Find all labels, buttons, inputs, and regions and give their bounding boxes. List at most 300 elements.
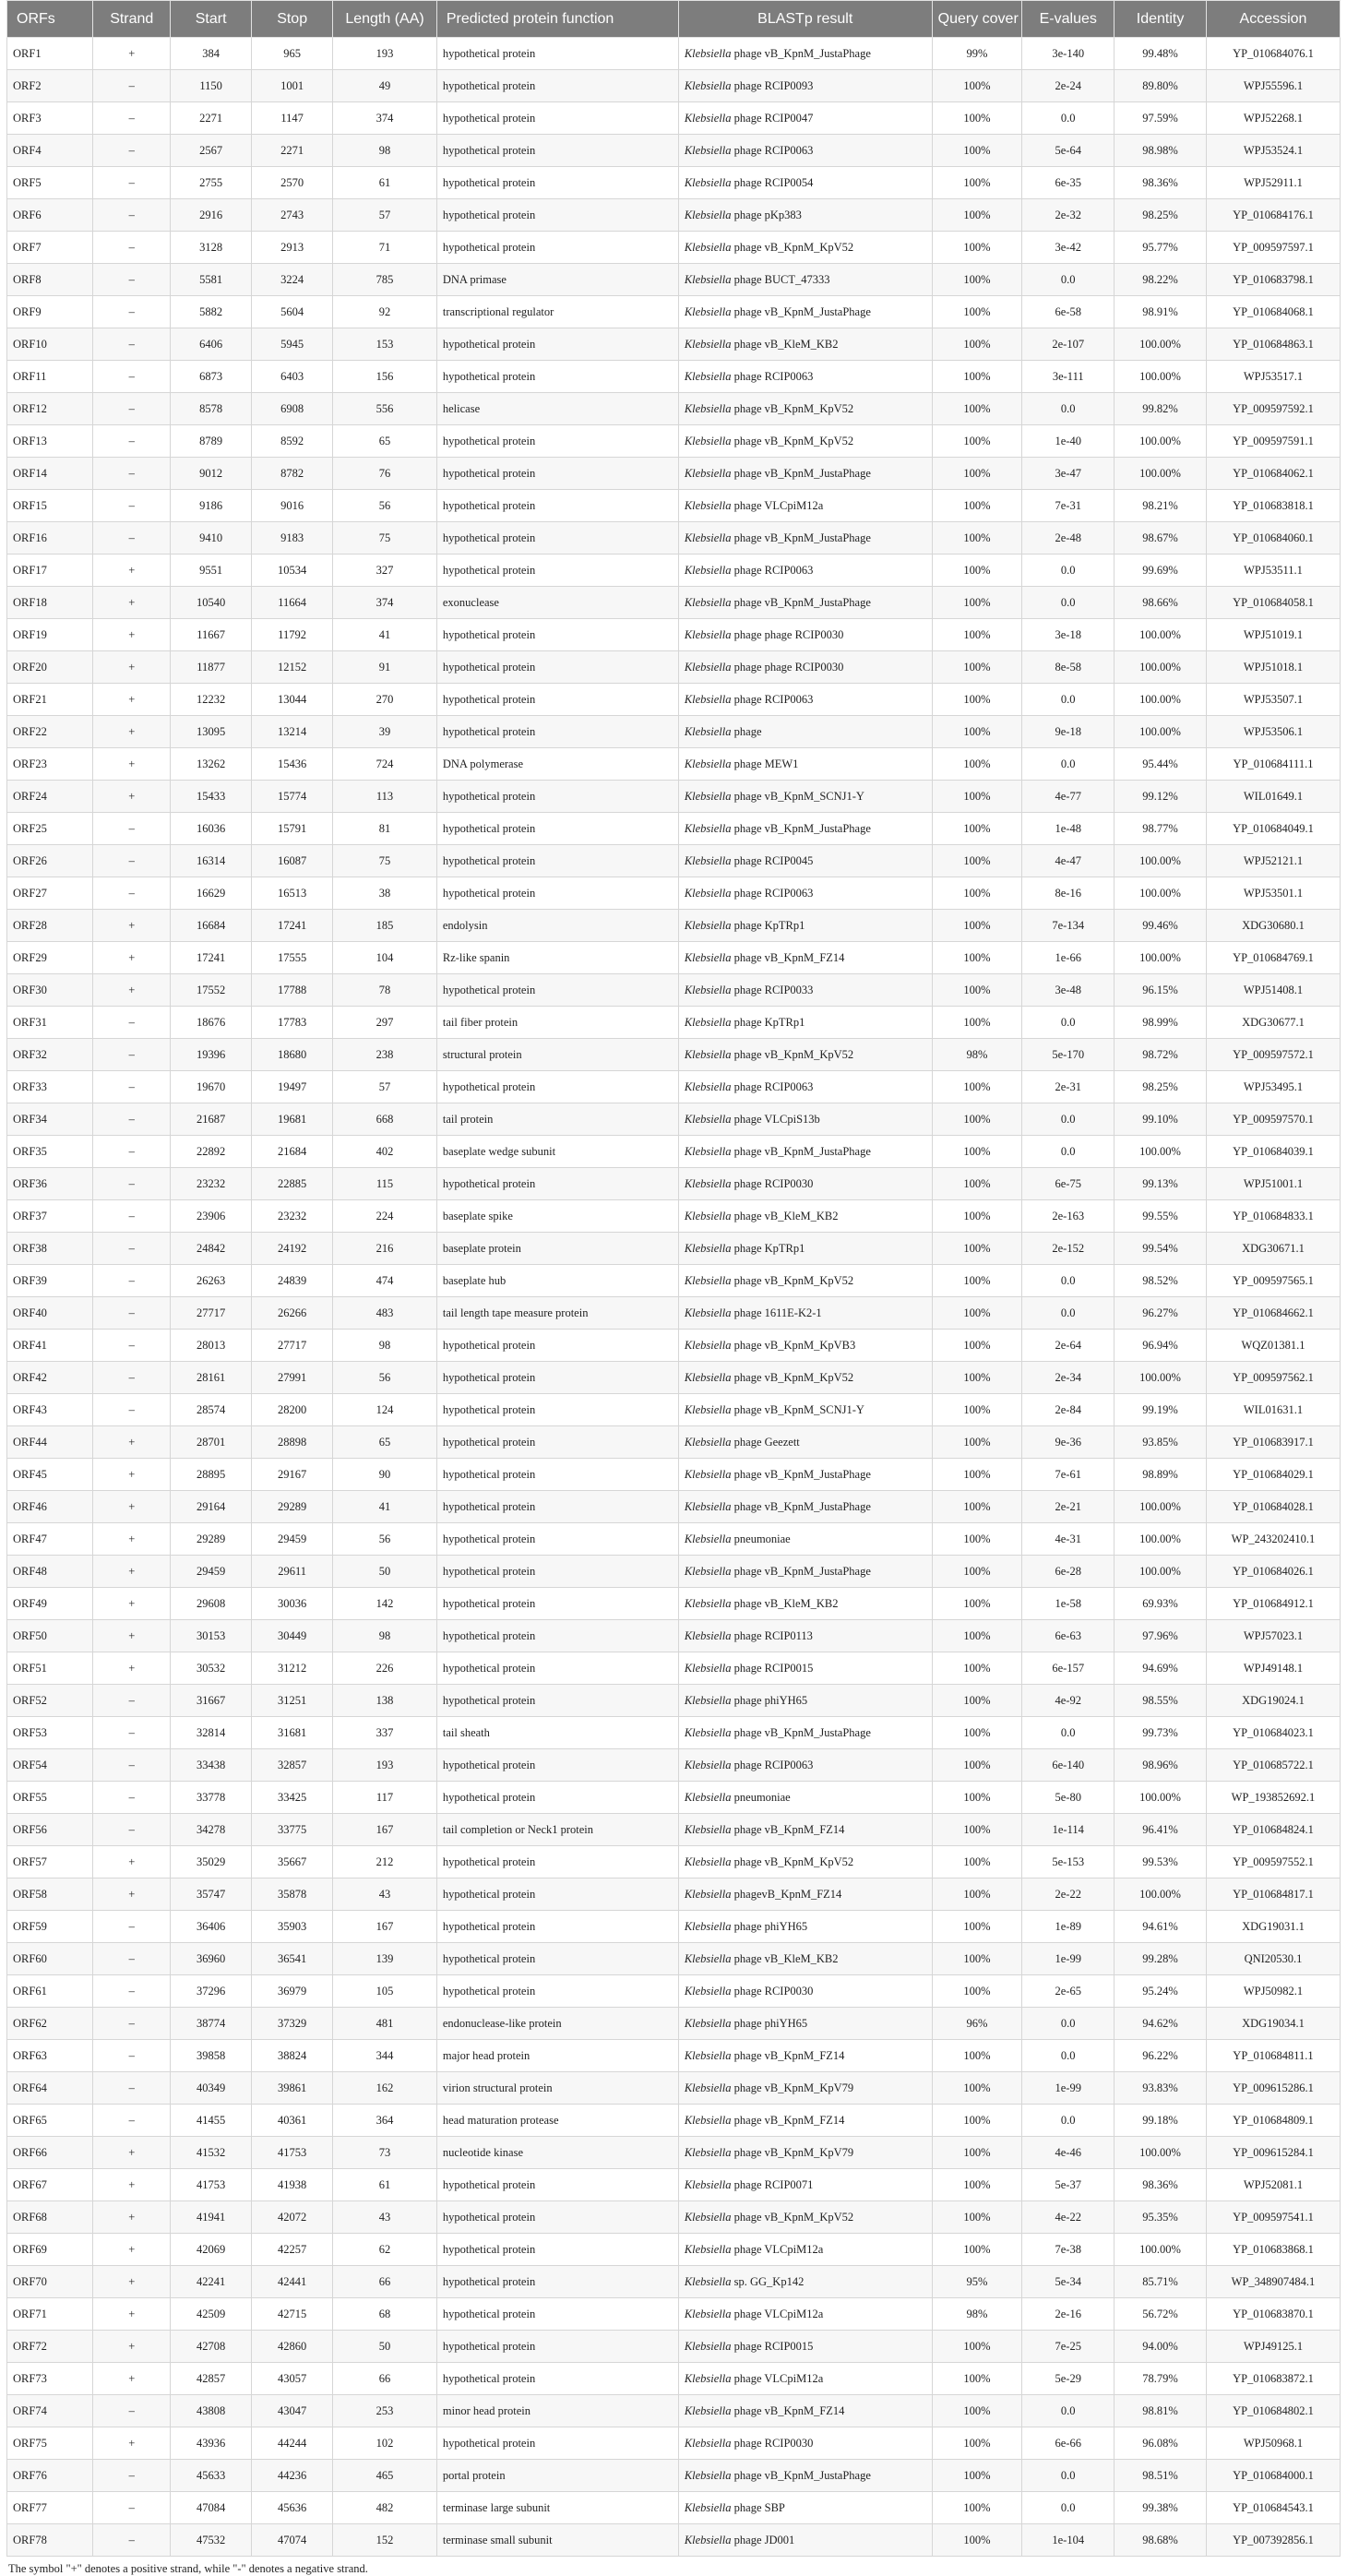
cell-blastp-result	[678, 328, 932, 361]
cell-e-value: 0.0	[1022, 2008, 1115, 2040]
cell-query-cover: 100%	[932, 2201, 1022, 2234]
cell-identity: 99.13%	[1115, 1168, 1207, 1200]
cell-strand: +	[93, 2363, 171, 2395]
cell-query-cover: 100%	[932, 974, 1022, 1007]
cell-orf-id: ORF55	[7, 1782, 93, 1814]
blastp-genus: Klebsiella	[684, 1596, 732, 1610]
cell-accession: WPJ51001.1	[1206, 1168, 1340, 1200]
cell-blastp-result	[678, 1782, 932, 1814]
cell-start: 2755	[171, 167, 252, 199]
cell-blastp-result	[678, 2105, 932, 2137]
cell-stop: 30449	[252, 1620, 333, 1652]
cell-blastp-result	[678, 1330, 932, 1362]
cell-start: 2271	[171, 102, 252, 135]
cell-blastp-result	[678, 2169, 932, 2201]
cell-e-value: 7e-25	[1022, 2331, 1115, 2363]
cell-blastp-result	[678, 2234, 932, 2266]
cell-blastp-result	[678, 587, 932, 619]
cell-length: 226	[333, 1652, 437, 1685]
cell-stop: 35903	[252, 1911, 333, 1943]
cell-query-cover: 100%	[932, 813, 1022, 845]
table-row	[7, 1071, 1341, 1103]
cell-query-cover: 100%	[932, 2105, 1022, 2137]
cell-strand: +	[93, 1878, 171, 1911]
cell-start: 29164	[171, 1491, 252, 1523]
table-row	[7, 1168, 1341, 1200]
cell-stop: 30036	[252, 1588, 333, 1620]
cell-protein-function: hypothetical protein	[436, 974, 678, 1007]
cell-strand: –	[93, 458, 171, 490]
cell-orf-id: ORF45	[7, 1459, 93, 1491]
cell-start: 22892	[171, 1136, 252, 1168]
blastp-organism: phage phage RCIP0030	[733, 660, 844, 674]
cell-accession: WPJ53517.1	[1206, 361, 1340, 393]
cell-query-cover: 100%	[932, 1652, 1022, 1685]
cell-strand: –	[93, 1297, 171, 1330]
cell-stop: 3224	[252, 264, 333, 296]
cell-blastp-result	[678, 2331, 932, 2363]
cell-stop: 18680	[252, 1039, 333, 1071]
cell-stop: 1147	[252, 102, 333, 135]
cell-protein-function: hypothetical protein	[436, 651, 678, 684]
cell-blastp-result	[678, 1685, 932, 1717]
cell-length: 104	[333, 942, 437, 974]
cell-stop: 37329	[252, 2008, 333, 2040]
cell-identity: 97.59%	[1115, 102, 1207, 135]
header-accession: Accession	[1206, 1, 1340, 38]
cell-protein-function: hypothetical protein	[436, 2427, 678, 2460]
cell-e-value: 5e-37	[1022, 2169, 1115, 2201]
cell-orf-id: ORF35	[7, 1136, 93, 1168]
cell-start: 47532	[171, 2524, 252, 2557]
cell-strand: +	[93, 2266, 171, 2298]
cell-strand: –	[93, 1168, 171, 1200]
cell-protein-function: helicase	[436, 393, 678, 425]
cell-query-cover: 100%	[932, 2492, 1022, 2524]
cell-e-value: 0.0	[1022, 2040, 1115, 2072]
cell-strand: –	[93, 2460, 171, 2492]
cell-stop: 35878	[252, 1878, 333, 1911]
cell-query-cover: 100%	[932, 135, 1022, 167]
cell-stop: 13214	[252, 716, 333, 748]
table-header	[7, 1, 1341, 38]
cell-e-value: 0.0	[1022, 264, 1115, 296]
cell-e-value: 0.0	[1022, 587, 1115, 619]
cell-query-cover: 100%	[932, 393, 1022, 425]
blastp-genus: Klebsiella	[684, 595, 732, 609]
blastp-genus: Klebsiella	[684, 2210, 732, 2224]
cell-orf-id: ORF40	[7, 1297, 93, 1330]
table-row	[7, 2524, 1341, 2557]
cell-strand: –	[93, 393, 171, 425]
blastp-organism: phage vB_KpnM_KpVB3	[733, 1338, 856, 1352]
cell-accession: YP_010684809.1	[1206, 2105, 1340, 2137]
table-row	[7, 2105, 1341, 2137]
cell-identity: 99.28%	[1115, 1943, 1207, 1975]
cell-e-value: 1e-104	[1022, 2524, 1115, 2557]
cell-identity: 99.19%	[1115, 1394, 1207, 1426]
blastp-genus: Klebsiella	[684, 1112, 732, 1126]
cell-strand: –	[93, 1782, 171, 1814]
blastp-genus: Klebsiella	[684, 627, 732, 641]
blastp-genus: Klebsiella	[684, 2533, 732, 2546]
blastp-genus: Klebsiella	[684, 2307, 732, 2320]
cell-e-value: 0.0	[1022, 2460, 1115, 2492]
cell-identity: 100.00%	[1115, 942, 1207, 974]
cell-length: 253	[333, 2395, 437, 2427]
cell-length: 38	[333, 877, 437, 910]
cell-blastp-result	[678, 651, 932, 684]
cell-identity: 99.69%	[1115, 555, 1207, 587]
blastp-genus: Klebsiella	[684, 2081, 732, 2094]
table-row	[7, 1685, 1341, 1717]
cell-blastp-result	[678, 2524, 932, 2557]
cell-orf-id: ORF2	[7, 70, 93, 102]
cell-e-value: 1e-66	[1022, 942, 1115, 974]
cell-e-value: 1e-114	[1022, 1814, 1115, 1846]
table-row	[7, 2363, 1341, 2395]
blastp-organism: phage vB_KpnM_JustaPhage	[733, 531, 871, 544]
blastp-organism: phage RCIP0071	[733, 2177, 814, 2191]
cell-strand: –	[93, 1233, 171, 1265]
cell-query-cover: 100%	[932, 1523, 1022, 1556]
cell-length: 270	[333, 684, 437, 716]
cell-orf-id: ORF32	[7, 1039, 93, 1071]
cell-blastp-result	[678, 1652, 932, 1685]
cell-strand: +	[93, 974, 171, 1007]
table-row	[7, 716, 1341, 748]
cell-blastp-result	[678, 199, 932, 232]
cell-strand: –	[93, 1007, 171, 1039]
cell-start: 35029	[171, 1846, 252, 1878]
cell-stop: 31681	[252, 1717, 333, 1749]
cell-start: 11877	[171, 651, 252, 684]
cell-identity: 85.71%	[1115, 2266, 1207, 2298]
cell-identity: 98.25%	[1115, 199, 1207, 232]
cell-identity: 98.36%	[1115, 2169, 1207, 2201]
cell-blastp-result	[678, 748, 932, 781]
table-row	[7, 1362, 1341, 1394]
cell-accession: QNI20530.1	[1206, 1943, 1340, 1975]
cell-query-cover: 100%	[932, 1975, 1022, 2008]
table-row	[7, 555, 1341, 587]
cell-blastp-result	[678, 1103, 932, 1136]
cell-protein-function: hypothetical protein	[436, 1556, 678, 1588]
cell-protein-function: hypothetical protein	[436, 458, 678, 490]
cell-start: 3128	[171, 232, 252, 264]
cell-length: 56	[333, 1362, 437, 1394]
blastp-organism: phage vB_KpnM_KpV52	[733, 1273, 854, 1287]
cell-start: 12232	[171, 684, 252, 716]
cell-query-cover: 100%	[932, 1330, 1022, 1362]
cell-strand: –	[93, 2105, 171, 2137]
cell-orf-id: ORF62	[7, 2008, 93, 2040]
cell-query-cover: 100%	[932, 1620, 1022, 1652]
cell-orf-id: ORF31	[7, 1007, 93, 1039]
cell-strand: –	[93, 425, 171, 458]
blastp-organism: phage RCIP0030	[733, 2436, 814, 2450]
cell-orf-id: ORF70	[7, 2266, 93, 2298]
cell-strand: +	[93, 2298, 171, 2331]
cell-stop: 27991	[252, 1362, 333, 1394]
blastp-genus: Klebsiella	[684, 111, 732, 125]
header-start: Start	[171, 1, 252, 38]
cell-protein-function: tail sheath	[436, 1717, 678, 1749]
cell-blastp-result	[678, 1911, 932, 1943]
cell-start: 34278	[171, 1814, 252, 1846]
blastp-organism: phage vB_KpnM_FZ14	[733, 950, 845, 964]
cell-orf-id: ORF29	[7, 942, 93, 974]
blastp-genus: Klebsiella	[684, 401, 732, 415]
cell-protein-function: hypothetical protein	[436, 1330, 678, 1362]
cell-identity: 94.00%	[1115, 2331, 1207, 2363]
cell-stop: 6908	[252, 393, 333, 425]
table-row	[7, 2040, 1341, 2072]
cell-accession: YP_010684863.1	[1206, 328, 1340, 361]
table-row	[7, 1588, 1341, 1620]
cell-e-value: 3e-18	[1022, 619, 1115, 651]
cell-length: 78	[333, 974, 437, 1007]
cell-accession: WPJ53507.1	[1206, 684, 1340, 716]
blastp-organism: phage KpTRp1	[733, 1241, 805, 1255]
blastp-genus: Klebsiella	[684, 1887, 732, 1901]
cell-accession: YP_010684662.1	[1206, 1297, 1340, 1330]
cell-query-cover: 100%	[932, 684, 1022, 716]
cell-length: 68	[333, 2298, 437, 2331]
cell-start: 40349	[171, 2072, 252, 2105]
cell-start: 24842	[171, 1233, 252, 1265]
blastp-genus: Klebsiella	[684, 2339, 732, 2353]
blastp-genus: Klebsiella	[684, 2436, 732, 2450]
cell-identity: 100.00%	[1115, 1362, 1207, 1394]
cell-identity: 100.00%	[1115, 361, 1207, 393]
cell-stop: 15791	[252, 813, 333, 845]
cell-start: 43936	[171, 2427, 252, 2460]
blastp-genus: Klebsiella	[684, 2468, 732, 2482]
cell-identity: 100.00%	[1115, 425, 1207, 458]
cell-accession: YP_010684028.1	[1206, 1491, 1340, 1523]
cell-start: 13262	[171, 748, 252, 781]
cell-orf-id: ORF68	[7, 2201, 93, 2234]
blastp-organism: phage vB_KpnM_KpV52	[733, 1370, 854, 1384]
cell-accession: YP_010684817.1	[1206, 1878, 1340, 1911]
table-row	[7, 1975, 1341, 2008]
cell-query-cover: 100%	[932, 167, 1022, 199]
blastp-organism: phage RCIP0063	[733, 143, 814, 157]
cell-blastp-result	[678, 910, 932, 942]
cell-blastp-result	[678, 2008, 932, 2040]
cell-blastp-result	[678, 619, 932, 651]
cell-query-cover: 100%	[932, 2137, 1022, 2169]
cell-identity: 98.98%	[1115, 135, 1207, 167]
cell-accession: WPJ53524.1	[1206, 135, 1340, 167]
cell-accession: WPJ49148.1	[1206, 1652, 1340, 1685]
cell-identity: 98.36%	[1115, 167, 1207, 199]
cell-protein-function: hypothetical protein	[436, 1426, 678, 1459]
cell-start: 5581	[171, 264, 252, 296]
table-row	[7, 942, 1341, 974]
blastp-organism: phage vB_KpnM_KpV79	[733, 2081, 854, 2094]
cell-stop: 17783	[252, 1007, 333, 1039]
table-row	[7, 425, 1341, 458]
blastp-organism: pneumoniae	[733, 1790, 791, 1804]
cell-stop: 31251	[252, 1685, 333, 1717]
blastp-organism: phage vB_KpnM_KpV52	[733, 2210, 854, 2224]
cell-stop: 2743	[252, 199, 333, 232]
table-row	[7, 877, 1341, 910]
cell-stop: 8592	[252, 425, 333, 458]
cell-blastp-result	[678, 1943, 932, 1975]
table-row	[7, 2234, 1341, 2266]
cell-protein-function: hypothetical protein	[436, 781, 678, 813]
table-row	[7, 1265, 1341, 1297]
cell-orf-id: ORF20	[7, 651, 93, 684]
cell-query-cover: 100%	[932, 102, 1022, 135]
blastp-genus: Klebsiella	[684, 886, 732, 900]
table-row	[7, 2072, 1341, 2105]
cell-blastp-result	[678, 1846, 932, 1878]
cell-accession: WPJ57023.1	[1206, 1620, 1340, 1652]
cell-length: 71	[333, 232, 437, 264]
blastp-organism: phage vB_KpnM_KpV52	[733, 1047, 854, 1061]
cell-identity: 99.12%	[1115, 781, 1207, 813]
cell-stop: 36541	[252, 1943, 333, 1975]
cell-accession: YP_010683872.1	[1206, 2363, 1340, 2395]
blastp-genus: Klebsiella	[684, 983, 732, 996]
blastp-organism: phage vB_KpnM_FZ14	[733, 2113, 845, 2127]
cell-length: 668	[333, 1103, 437, 1136]
cell-e-value: 8e-58	[1022, 651, 1115, 684]
cell-blastp-result	[678, 232, 932, 264]
cell-blastp-result	[678, 1491, 932, 1523]
cell-length: 785	[333, 264, 437, 296]
cell-length: 76	[333, 458, 437, 490]
cell-length: 113	[333, 781, 437, 813]
cell-accession: WPJ52121.1	[1206, 845, 1340, 877]
cell-accession: YP_010684802.1	[1206, 2395, 1340, 2427]
cell-length: 193	[333, 1749, 437, 1782]
cell-start: 2567	[171, 135, 252, 167]
table-row	[7, 70, 1341, 102]
cell-orf-id: ORF37	[7, 1200, 93, 1233]
blastp-organism: phage RCIP0063	[733, 369, 814, 383]
cell-blastp-result	[678, 135, 932, 167]
cell-query-cover: 100%	[932, 1265, 1022, 1297]
cell-start: 28701	[171, 1426, 252, 1459]
cell-start: 42069	[171, 2234, 252, 2266]
cell-strand: –	[93, 1717, 171, 1749]
cell-stop: 42257	[252, 2234, 333, 2266]
cell-strand: –	[93, 1814, 171, 1846]
cell-e-value: 2e-22	[1022, 1878, 1115, 1911]
cell-start: 41941	[171, 2201, 252, 2234]
cell-query-cover: 100%	[932, 910, 1022, 942]
cell-length: 57	[333, 199, 437, 232]
table-row	[7, 1878, 1341, 1911]
blastp-genus: Klebsiella	[684, 2113, 732, 2127]
cell-query-cover: 100%	[932, 1103, 1022, 1136]
cell-identity: 98.25%	[1115, 1071, 1207, 1103]
cell-stop: 1001	[252, 70, 333, 102]
cell-blastp-result	[678, 2072, 932, 2105]
cell-accession: YP_009597591.1	[1206, 425, 1340, 458]
cell-strand: –	[93, 199, 171, 232]
cell-orf-id: ORF1	[7, 38, 93, 70]
cell-protein-function: hypothetical protein	[436, 1911, 678, 1943]
cell-orf-id: ORF74	[7, 2395, 93, 2427]
cell-length: 75	[333, 522, 437, 555]
table-row	[7, 1330, 1341, 1362]
cell-strand: +	[93, 555, 171, 587]
blastp-genus: Klebsiella	[684, 498, 732, 512]
cell-accession: WPJ52081.1	[1206, 2169, 1340, 2201]
table-row	[7, 1039, 1341, 1071]
cell-strand: +	[93, 2331, 171, 2363]
cell-accession: YP_010684058.1	[1206, 587, 1340, 619]
header-length: Length (AA)	[333, 1, 437, 38]
cell-start: 33438	[171, 1749, 252, 1782]
cell-stop: 6403	[252, 361, 333, 393]
blastp-organism: phage MEW1	[733, 757, 799, 770]
cell-e-value: 2e-31	[1022, 1071, 1115, 1103]
cell-protein-function: hypothetical protein	[436, 1523, 678, 1556]
cell-e-value: 1e-40	[1022, 425, 1115, 458]
cell-length: 402	[333, 1136, 437, 1168]
cell-strand: +	[93, 1556, 171, 1588]
cell-protein-function: nucleotide kinase	[436, 2137, 678, 2169]
cell-strand: –	[93, 813, 171, 845]
cell-e-value: 1e-48	[1022, 813, 1115, 845]
blastp-genus: Klebsiella	[684, 240, 732, 254]
cell-orf-id: ORF36	[7, 1168, 93, 1200]
cell-e-value: 5e-80	[1022, 1782, 1115, 1814]
cell-query-cover: 100%	[932, 425, 1022, 458]
cell-protein-function: DNA primase	[436, 264, 678, 296]
cell-strand: –	[93, 264, 171, 296]
cell-accession: WPJ53511.1	[1206, 555, 1340, 587]
cell-stop: 2913	[252, 232, 333, 264]
blastp-organism: phage vB_KpnM_KpV52	[733, 1854, 854, 1868]
cell-accession: YP_010684029.1	[1206, 1459, 1340, 1491]
cell-start: 5882	[171, 296, 252, 328]
cell-identity: 99.46%	[1115, 910, 1207, 942]
cell-blastp-result	[678, 1717, 932, 1749]
cell-query-cover: 100%	[932, 70, 1022, 102]
cell-accession: YP_010685722.1	[1206, 1749, 1340, 1782]
cell-query-cover: 100%	[932, 296, 1022, 328]
cell-identity: 100.00%	[1115, 684, 1207, 716]
blastp-genus: Klebsiella	[684, 2177, 732, 2191]
cell-accession: XDG30677.1	[1206, 1007, 1340, 1039]
cell-orf-id: ORF34	[7, 1103, 93, 1136]
cell-blastp-result	[678, 942, 932, 974]
cell-stop: 47074	[252, 2524, 333, 2557]
blastp-organism: phage RCIP0113	[733, 1628, 813, 1642]
cell-orf-id: ORF14	[7, 458, 93, 490]
cell-orf-id: ORF42	[7, 1362, 93, 1394]
cell-query-cover: 100%	[932, 1911, 1022, 1943]
blastp-organism: phage	[733, 724, 762, 738]
cell-strand: +	[93, 1588, 171, 1620]
cell-strand: –	[93, 845, 171, 877]
cell-identity: 69.93%	[1115, 1588, 1207, 1620]
header-strand: Strand	[93, 1, 171, 38]
cell-query-cover: 100%	[932, 1943, 1022, 1975]
blastp-organism: phagevB_KpnM_FZ14	[733, 1887, 842, 1901]
cell-e-value: 2e-16	[1022, 2298, 1115, 2331]
cell-start: 10540	[171, 587, 252, 619]
cell-length: 41	[333, 1491, 437, 1523]
